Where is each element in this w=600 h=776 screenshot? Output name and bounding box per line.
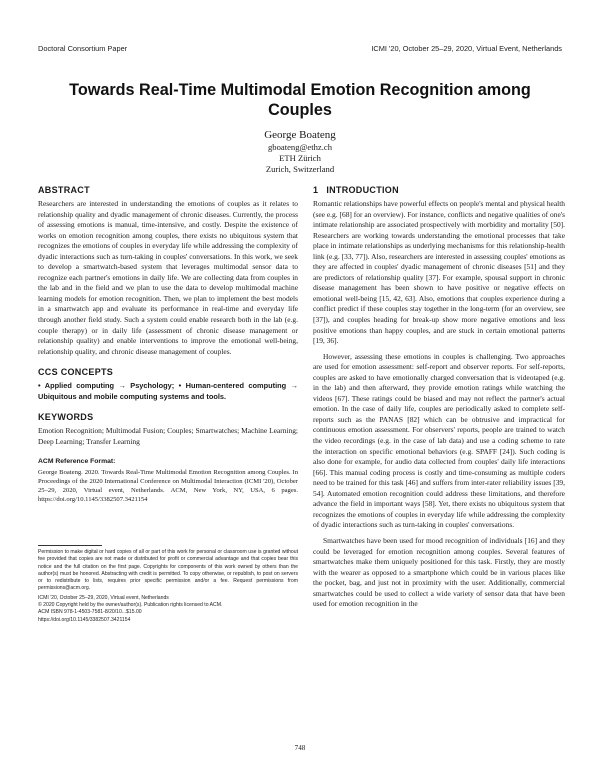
- intro-paragraph-3: Smartwatches have been used for mood recognition of individuals [16] and they could be leveraged for emotion recognition among couples. Several features of smartwatches make them uniquely positioned for this task. Firstly, they are mostly with the wearer as opposed to a smartphone which could be in various places like the pocket, bag, and just not in proximity with the user. Additionally, commercial smartwatches could be used to collect a wide variety of sensor data that have been used for emotion recognition in the: [313, 535, 565, 609]
- ccs-heading: CCS CONCEPTS: [38, 367, 114, 378]
- acm-reference-text: George Boateng. 2020. Towards Real-Time Multimodal Emotion Recognition among Couples. In Proceedings of the 2020 International Conference on Multimodal Interaction (ICMI '20), October 25–29, 2020, Virtual event, Netherlands. ACM, New York, NY, USA, 6 pages. https://doi.org/10.1145/3382507.3421154: [38, 468, 298, 504]
- permission-text: Permission to make digital or hard copies of all or part of this work for personal or classroom use is granted without fee provided that copies are not made or distributed for profit or commercial advantage and that copies bear this notice and the full citation on the first page. Copyrights for components of this work owned by others than the author(s) must be honored. Abstracting with credit is permitted. To copy otherwise, or republish, to post on servers or to redistribute to lists, requires prior specific permission and/or a fee. Request permissions from permissions@acm.org.: [38, 549, 298, 592]
- permission-copyright: © 2020 Copyright held by the owner/author(s). Publication rights licensed to ACM.: [38, 602, 223, 609]
- permission-block: [38, 549, 298, 624]
- running-header-right: ICMI '20, October 25–29, 2020, Virtual Event, Netherlands: [371, 44, 562, 53]
- intro-paragraph-1: Romantic relationships have powerful effects on people's mental and physical health (see e.g. [68] for an overview). For instance, conflicts and negative qualities of one's intimate relationship are associated prospectively with morbidity and mortality [50]. Researchers are working towards understanding the emotional processes that take place in intimate relationships as underlying mechanisms for this relationship-health link (e.g. [33, 77]). Also, researchers are interested in assessing couples' emotions as they are affected in couples' dyadic management of chronic diseases [51] and they are predictors of relationship quality [37]. For example, spousal support in chronic disease management has been shown to have positive or negative effects on emotional well-being [15, 42, 63]. Also, emotions that couples experience during a conflict predict if these couples stay together in the long-term (for an overview, see [37]), and couples heading for break-up show more negative emotions and less positive emotions than happy couples, and are stuck in certain emotional patterns [19, 36].: [313, 199, 565, 346]
- abstract-heading: ABSTRACT: [38, 185, 90, 195]
- paper-title: Towards Real-Time Multimodal Emotion Recognition among Couples: [69, 81, 531, 119]
- ccs-concept-2: • Human-centered computing → Ubiquitous and mobile computing systems and tools.: [38, 381, 298, 401]
- author-location: Zurich, Switzerland: [265, 164, 335, 174]
- author-email: gboateng@ethz.ch: [268, 142, 332, 152]
- author-block: [40, 128, 560, 175]
- author-name: George Boateng: [264, 129, 336, 141]
- author-affiliation: ETH Zürich: [279, 153, 321, 163]
- keywords-heading: KEYWORDS: [38, 412, 94, 423]
- permission-doi: https://doi.org/10.1145/3382507.3421154: [38, 616, 131, 623]
- acm-reference-heading: ACM Reference Format:: [38, 458, 116, 466]
- section-number: 1: [313, 185, 319, 195]
- footnote-rule: [38, 545, 102, 546]
- abstract-text: Researchers are interested in understanding the emotions of couples as it relates to relationship quality and dyadic management of chronic diseases. Currently, the process of assessing emotions is manual, time-intensive, and costly. Despite the existence of works on emotion recognition among couples, there exists no ubiquitous system that recognizes the emotions of couples in everyday life while addressing the complexity of dyadic interactions such as turn-taking in couples' conversations. In this work, we seek to develop a smartwatch-based system that leverages multimodal sensor data to recognize each partner's emotions in daily life. We are collecting data from couples in the lab and in the field and we plan to use the data to develop multimodal machine learning models for emotion recognition. Then, we plan to implement the best models in a smartwatch app and evaluate its performance in real-time and everyday life through another field study. Such a system could enable research both in the lab (e.g. couple therapy) or in daily life (assessment of chronic disease management or relationship quality) and enable interventions to improve the emotional well-being, relationship quality, and chronic disease management of couples.: [38, 199, 298, 356]
- intro-paragraph-2: However, assessing these emotions in couples is challenging. Two approaches are used for emotion assessment: self-report and observer reports. For self-reports, couples are asked to have emotionally charged conversation that is videotaped (e.g. in the lab) and then afterward, they provide emotion ratings while watching the videos [67]. These ratings could be biased and may not reflect the partner's actual emotion. In the case of daily life, couples are periodically asked to complete self-reports such as the PANAS [82] which can be obtrusive and impractical for continuous emotion assessment. For observers' reports, people are trained to watch the video recordings (e.g. in the case of lab data) and use a coding scheme to rate the interaction on specific emotional behaviors (e.g. SPAFF [24]). Such coding is also done for example, for audio data collected from couples' daily life interactions [66]. This manual coding process is costly and time-consuming as multiple coders need to be trained for this task [46] and suffers from inter-rater reliability issues [39, 54]. Automated emotion recognition could address these limitations, and therefore advance the field in important ways [58]. Yet, there exists no ubiquitous system that recognizes the emotions of couples in everyday life while addressing the complexity of dyadic interactions such as turn-taking in couples' conversations.: [313, 351, 565, 530]
- ccs-concept-1: • Applied computing → Psychology;: [38, 381, 175, 391]
- section-title: INTRODUCTION: [326, 185, 399, 195]
- left-column: [38, 184, 298, 505]
- page-number: 748: [294, 744, 306, 752]
- introduction-heading: [313, 184, 565, 196]
- right-column: [313, 184, 565, 610]
- permission-isbn: ACM ISBN 978-1-4503-7581-8/20/10...$15.00: [38, 609, 142, 616]
- permission-venue: ICMI '20, October 25–29, 2020, Virtual event, Netherlands: [38, 594, 169, 601]
- keywords-text: Emotion Recognition; Multimodal Fusion; Couples; Smartwatches; Machine Learning; Deep Learning; Transfer Learning: [38, 426, 298, 446]
- ccs-concepts: [38, 381, 298, 402]
- running-header-left: Doctoral Consortium Paper: [38, 44, 128, 53]
- acm-reference: [38, 457, 298, 504]
